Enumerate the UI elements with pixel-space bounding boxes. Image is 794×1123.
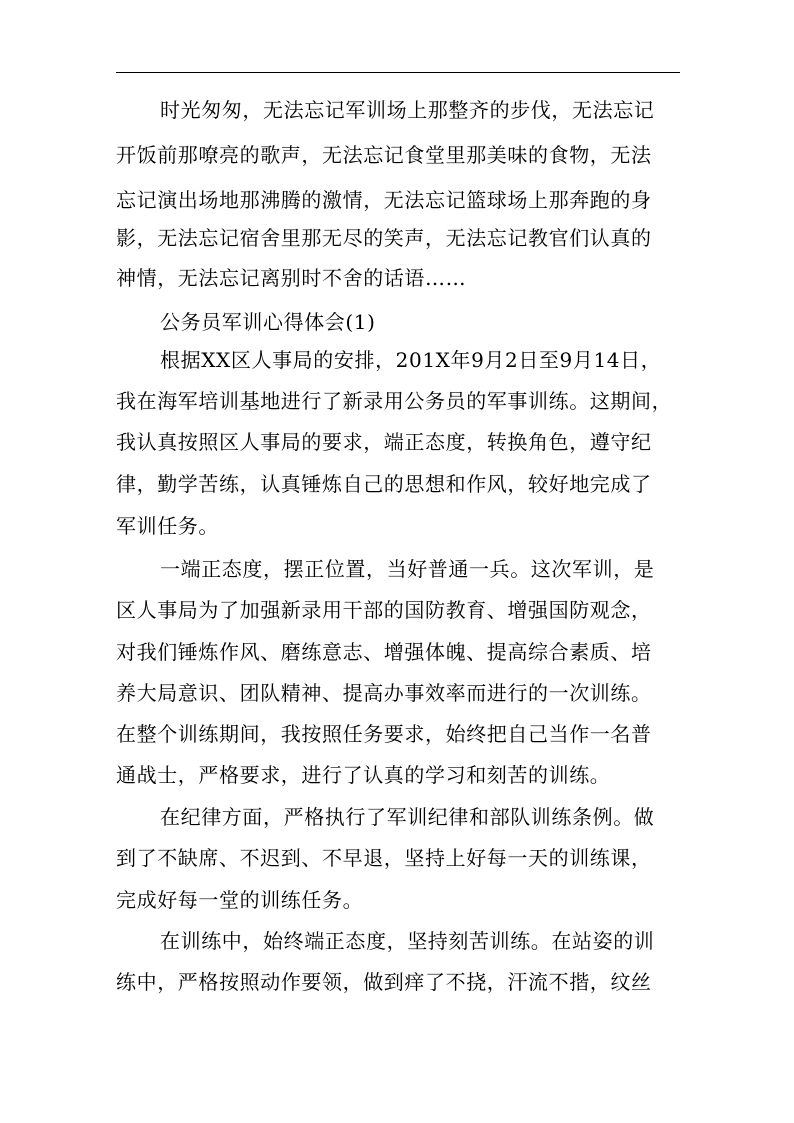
paragraph-line: 练中，严格按照动作要领，做到痒了不挠，汗流不揩，纹丝 bbox=[116, 970, 652, 994]
paragraph-line: 养大局意识、团队精神、提高办事效率而进行的一次训练。 bbox=[116, 681, 652, 705]
section-heading: 公务员军训心得体会(1) bbox=[160, 310, 376, 334]
header-rule bbox=[116, 72, 680, 73]
paragraph-line: 通战士，严格要求，进行了认真的学习和刻苦的训练。 bbox=[116, 763, 611, 787]
paragraph-line: 在训练中，始终端正态度，坚持刻苦训练。在站姿的训 bbox=[160, 929, 655, 953]
paragraph-line: 军训任务。 bbox=[116, 514, 219, 538]
paragraph-line: 根据XX区人事局的安排，201X年9月2日至9月14日， bbox=[160, 348, 662, 372]
paragraph-line: 区人事局为了加强新录用干部的国防教育、增强国防观念， bbox=[116, 598, 652, 622]
paragraph-line: 影，无法忘记宿舍里那无尽的笑声，无法忘记教官们认真的 bbox=[116, 226, 652, 250]
paragraph-line: 开饭前那嘹亮的歌声，无法忘记食堂里那美味的食物，无法 bbox=[116, 143, 652, 167]
paragraph-line: 忘记演出场地那沸腾的激情，无法忘记篮球场上那奔跑的身 bbox=[116, 188, 652, 212]
paragraph-line: 到了不缺席、不迟到、不早退，坚持上好每一天的训练课， bbox=[116, 846, 652, 870]
paragraph-line: 我认真按照区人事局的要求，端正态度，转换角色，遵守纪 bbox=[116, 430, 652, 454]
paragraph-line: 我在海军培训基地进行了新录用公务员的军事训练。这期间， bbox=[116, 389, 673, 413]
paragraph-line: 律，勤学苦练，认真锤炼自己的思想和作风，较好地完成了 bbox=[116, 472, 652, 496]
paragraph-line: 在纪律方面，严格执行了军训纪律和部队训练条例。做 bbox=[160, 805, 655, 829]
paragraph-line: 完成好每一堂的训练任务。 bbox=[116, 888, 364, 912]
paragraph-line: 对我们锤炼作风、磨练意志、增强体魄、提高综合素质、培 bbox=[116, 640, 652, 664]
paragraph-line: 一端正态度，摆正位置，当好普通一兵。这次军训，是 bbox=[160, 557, 655, 581]
paragraph-line: 神情，无法忘记离别时不舍的话语…… bbox=[116, 266, 467, 290]
paragraph-line: 时光匆匆，无法忘记军训场上那整齐的步伐，无法忘记 bbox=[160, 98, 655, 122]
paragraph-line: 在整个训练期间，我按照任务要求，始终把自己当作一名普 bbox=[116, 722, 652, 746]
